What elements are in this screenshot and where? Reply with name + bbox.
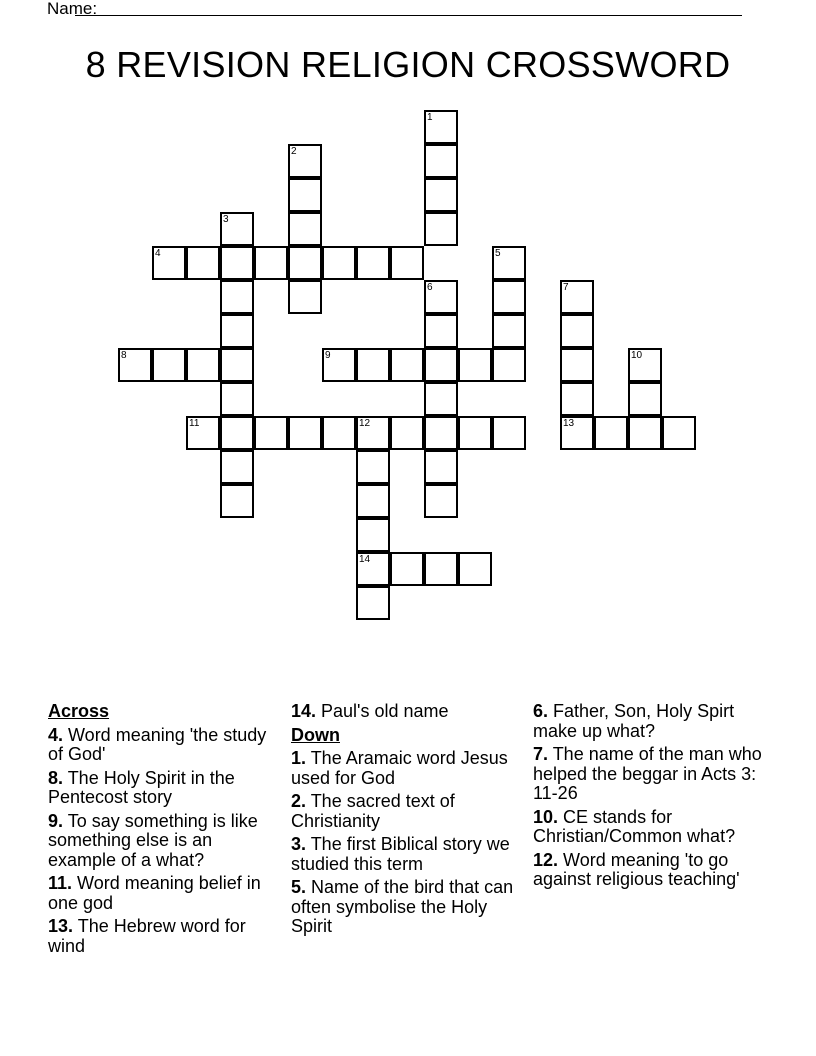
grid-cell[interactable] [424, 348, 458, 382]
grid-cell[interactable] [424, 280, 458, 314]
clue-number: 11 [189, 418, 200, 429]
grid-cell[interactable] [458, 416, 492, 450]
clue-number-label: 2. [291, 791, 307, 811]
clue-text: The sacred text of Christianity [291, 791, 455, 831]
clue-column-3 [533, 702, 765, 894]
clue-number: 8 [121, 350, 127, 361]
clue-number-label: 14. [291, 701, 317, 721]
clue-number: 5 [495, 248, 501, 259]
clue-number: 4 [155, 248, 161, 259]
clue-text: Father, Son, Holy Spirt make up what? [533, 701, 735, 741]
grid-cell[interactable] [560, 382, 594, 416]
clue-number-label: 11. [48, 873, 73, 893]
grid-cell[interactable] [220, 212, 254, 246]
grid-cell[interactable] [424, 552, 458, 586]
grid-cell[interactable] [356, 348, 390, 382]
grid-cell[interactable] [492, 348, 526, 382]
grid-cell[interactable] [458, 348, 492, 382]
grid-cell[interactable] [288, 246, 322, 280]
clue-text: The Hebrew word for wind [48, 916, 246, 956]
clue-column-2 [291, 702, 523, 941]
clue-text: To say something is like something else is an example of a what? [48, 810, 258, 870]
clue-text: Word meaning 'to go against religious teaching' [533, 849, 740, 889]
clue-text: Word meaning 'the study of God' [48, 724, 267, 764]
clue-number: 1 [427, 112, 433, 123]
grid-cell[interactable] [492, 314, 526, 348]
grid-cell[interactable] [424, 144, 458, 178]
grid-cell[interactable] [662, 416, 696, 450]
grid-cell[interactable] [288, 416, 322, 450]
grid-cell[interactable] [186, 348, 220, 382]
grid-cell[interactable] [424, 178, 458, 212]
grid-cell[interactable] [424, 110, 458, 144]
grid-cell[interactable] [628, 348, 662, 382]
grid-cell[interactable] [220, 314, 254, 348]
clue-item [533, 851, 765, 890]
grid-cell[interactable] [118, 348, 152, 382]
grid-cell[interactable] [356, 484, 390, 518]
grid-cell[interactable] [356, 246, 390, 280]
grid-cell[interactable] [492, 416, 526, 450]
clue-text: Word meaning belief in one god [48, 873, 261, 913]
grid-cell[interactable] [254, 246, 288, 280]
clue-number-label: 9. [48, 810, 64, 831]
clue-item [291, 749, 523, 788]
clue-item [291, 878, 523, 937]
grid-cell[interactable] [560, 416, 594, 450]
clue-number: 12 [359, 418, 371, 429]
clue-item [48, 726, 280, 765]
grid-cell[interactable] [220, 416, 254, 450]
clue-item [48, 769, 280, 808]
grid-cell[interactable] [628, 382, 662, 416]
grid-cell[interactable] [220, 280, 254, 314]
clue-number: 9 [325, 350, 331, 361]
clue-item [533, 808, 765, 847]
clue-text: The first Biblical story we studied this term [291, 834, 510, 874]
clue-item [291, 835, 523, 874]
grid-cell[interactable] [152, 348, 186, 382]
clue-number: 6 [427, 282, 433, 293]
clue-text: Name of the bird that can often symbolise the Holy Spirit [291, 877, 514, 936]
grid-cell[interactable] [492, 246, 526, 280]
page-title: 8 REVISION RELIGION CROSSWORD [85, 44, 731, 85]
grid-cell[interactable] [628, 416, 662, 450]
clue-number-label: 10. [533, 806, 559, 827]
grid-cell[interactable] [390, 416, 424, 450]
grid-cell[interactable] [220, 246, 254, 280]
grid-cell[interactable] [220, 450, 254, 484]
clue-number-label: 6. [533, 701, 549, 721]
clue-text: The Holy Spirit in the Pentecost story [48, 767, 235, 807]
grid-cell[interactable] [288, 178, 322, 212]
clue-item [48, 917, 280, 956]
grid-cell[interactable] [288, 144, 322, 178]
clue-number-label: 1. [291, 748, 307, 768]
grid-cell[interactable] [424, 212, 458, 246]
grid-cell[interactable] [458, 552, 492, 586]
clue-number-label: 3. [291, 834, 307, 854]
clue-heading: Down [291, 724, 340, 745]
clue-number: 14 [359, 554, 371, 565]
grid-cell[interactable] [424, 416, 458, 450]
grid-cell[interactable] [356, 450, 390, 484]
grid-cell[interactable] [390, 552, 424, 586]
clue-number: 7 [563, 282, 569, 293]
grid-cell[interactable] [186, 246, 220, 280]
clue-number: 3 [223, 214, 229, 225]
grid-cell[interactable] [288, 280, 322, 314]
clue-item [291, 702, 523, 722]
grid-cell[interactable] [560, 348, 594, 382]
clue-number-label: 5. [291, 877, 307, 897]
grid-cell[interactable] [424, 450, 458, 484]
clue-column-1 [48, 702, 280, 960]
clue-number-label: 8. [48, 767, 64, 788]
clue-number-label: 13. [48, 916, 74, 936]
grid-cell[interactable] [424, 382, 458, 416]
grid-cell[interactable] [322, 348, 356, 382]
name-label: Name: [47, 0, 98, 18]
clue-item [533, 702, 765, 741]
grid-cell[interactable] [594, 416, 628, 450]
grid-cell[interactable] [560, 314, 594, 348]
clue-text: Paul's old name [316, 701, 449, 721]
grid-cell[interactable] [390, 246, 424, 280]
clue-text: CE stands for Christian/Common what? [533, 806, 736, 846]
clue-heading: Across [48, 701, 110, 721]
grid-cell[interactable] [492, 280, 526, 314]
clue-text: The Aramaic word Jesus used for God [291, 748, 508, 788]
clue-number: 13 [563, 418, 575, 429]
clue-number: 2 [291, 146, 297, 157]
grid-cell[interactable] [288, 212, 322, 246]
grid-cell[interactable] [390, 348, 424, 382]
clue-number-label: 4. [48, 724, 64, 745]
grid-cell[interactable] [186, 416, 220, 450]
clue-item [48, 812, 280, 871]
clue-number: 10 [631, 350, 643, 361]
grid-cell[interactable] [424, 484, 458, 518]
grid-cell[interactable] [356, 416, 390, 450]
grid-cell[interactable] [322, 246, 356, 280]
clue-item [291, 792, 523, 831]
grid-cell[interactable] [152, 246, 186, 280]
grid-cell[interactable] [356, 586, 390, 620]
grid-cell[interactable] [322, 416, 356, 450]
grid-cell[interactable] [220, 382, 254, 416]
grid-cell[interactable] [356, 552, 390, 586]
grid-cell[interactable] [220, 484, 254, 518]
clue-item [48, 874, 280, 913]
grid-cell[interactable] [356, 518, 390, 552]
clue-text: The name of the man who helped the beggar in Acts 3: 11-26 [533, 744, 762, 803]
clue-number-label: 7. [533, 744, 549, 764]
clue-item [533, 745, 765, 804]
grid-cell[interactable] [254, 416, 288, 450]
grid-cell[interactable] [560, 280, 594, 314]
grid-cell[interactable] [220, 348, 254, 382]
grid-cell[interactable] [424, 314, 458, 348]
clue-number-label: 12. [533, 849, 559, 870]
